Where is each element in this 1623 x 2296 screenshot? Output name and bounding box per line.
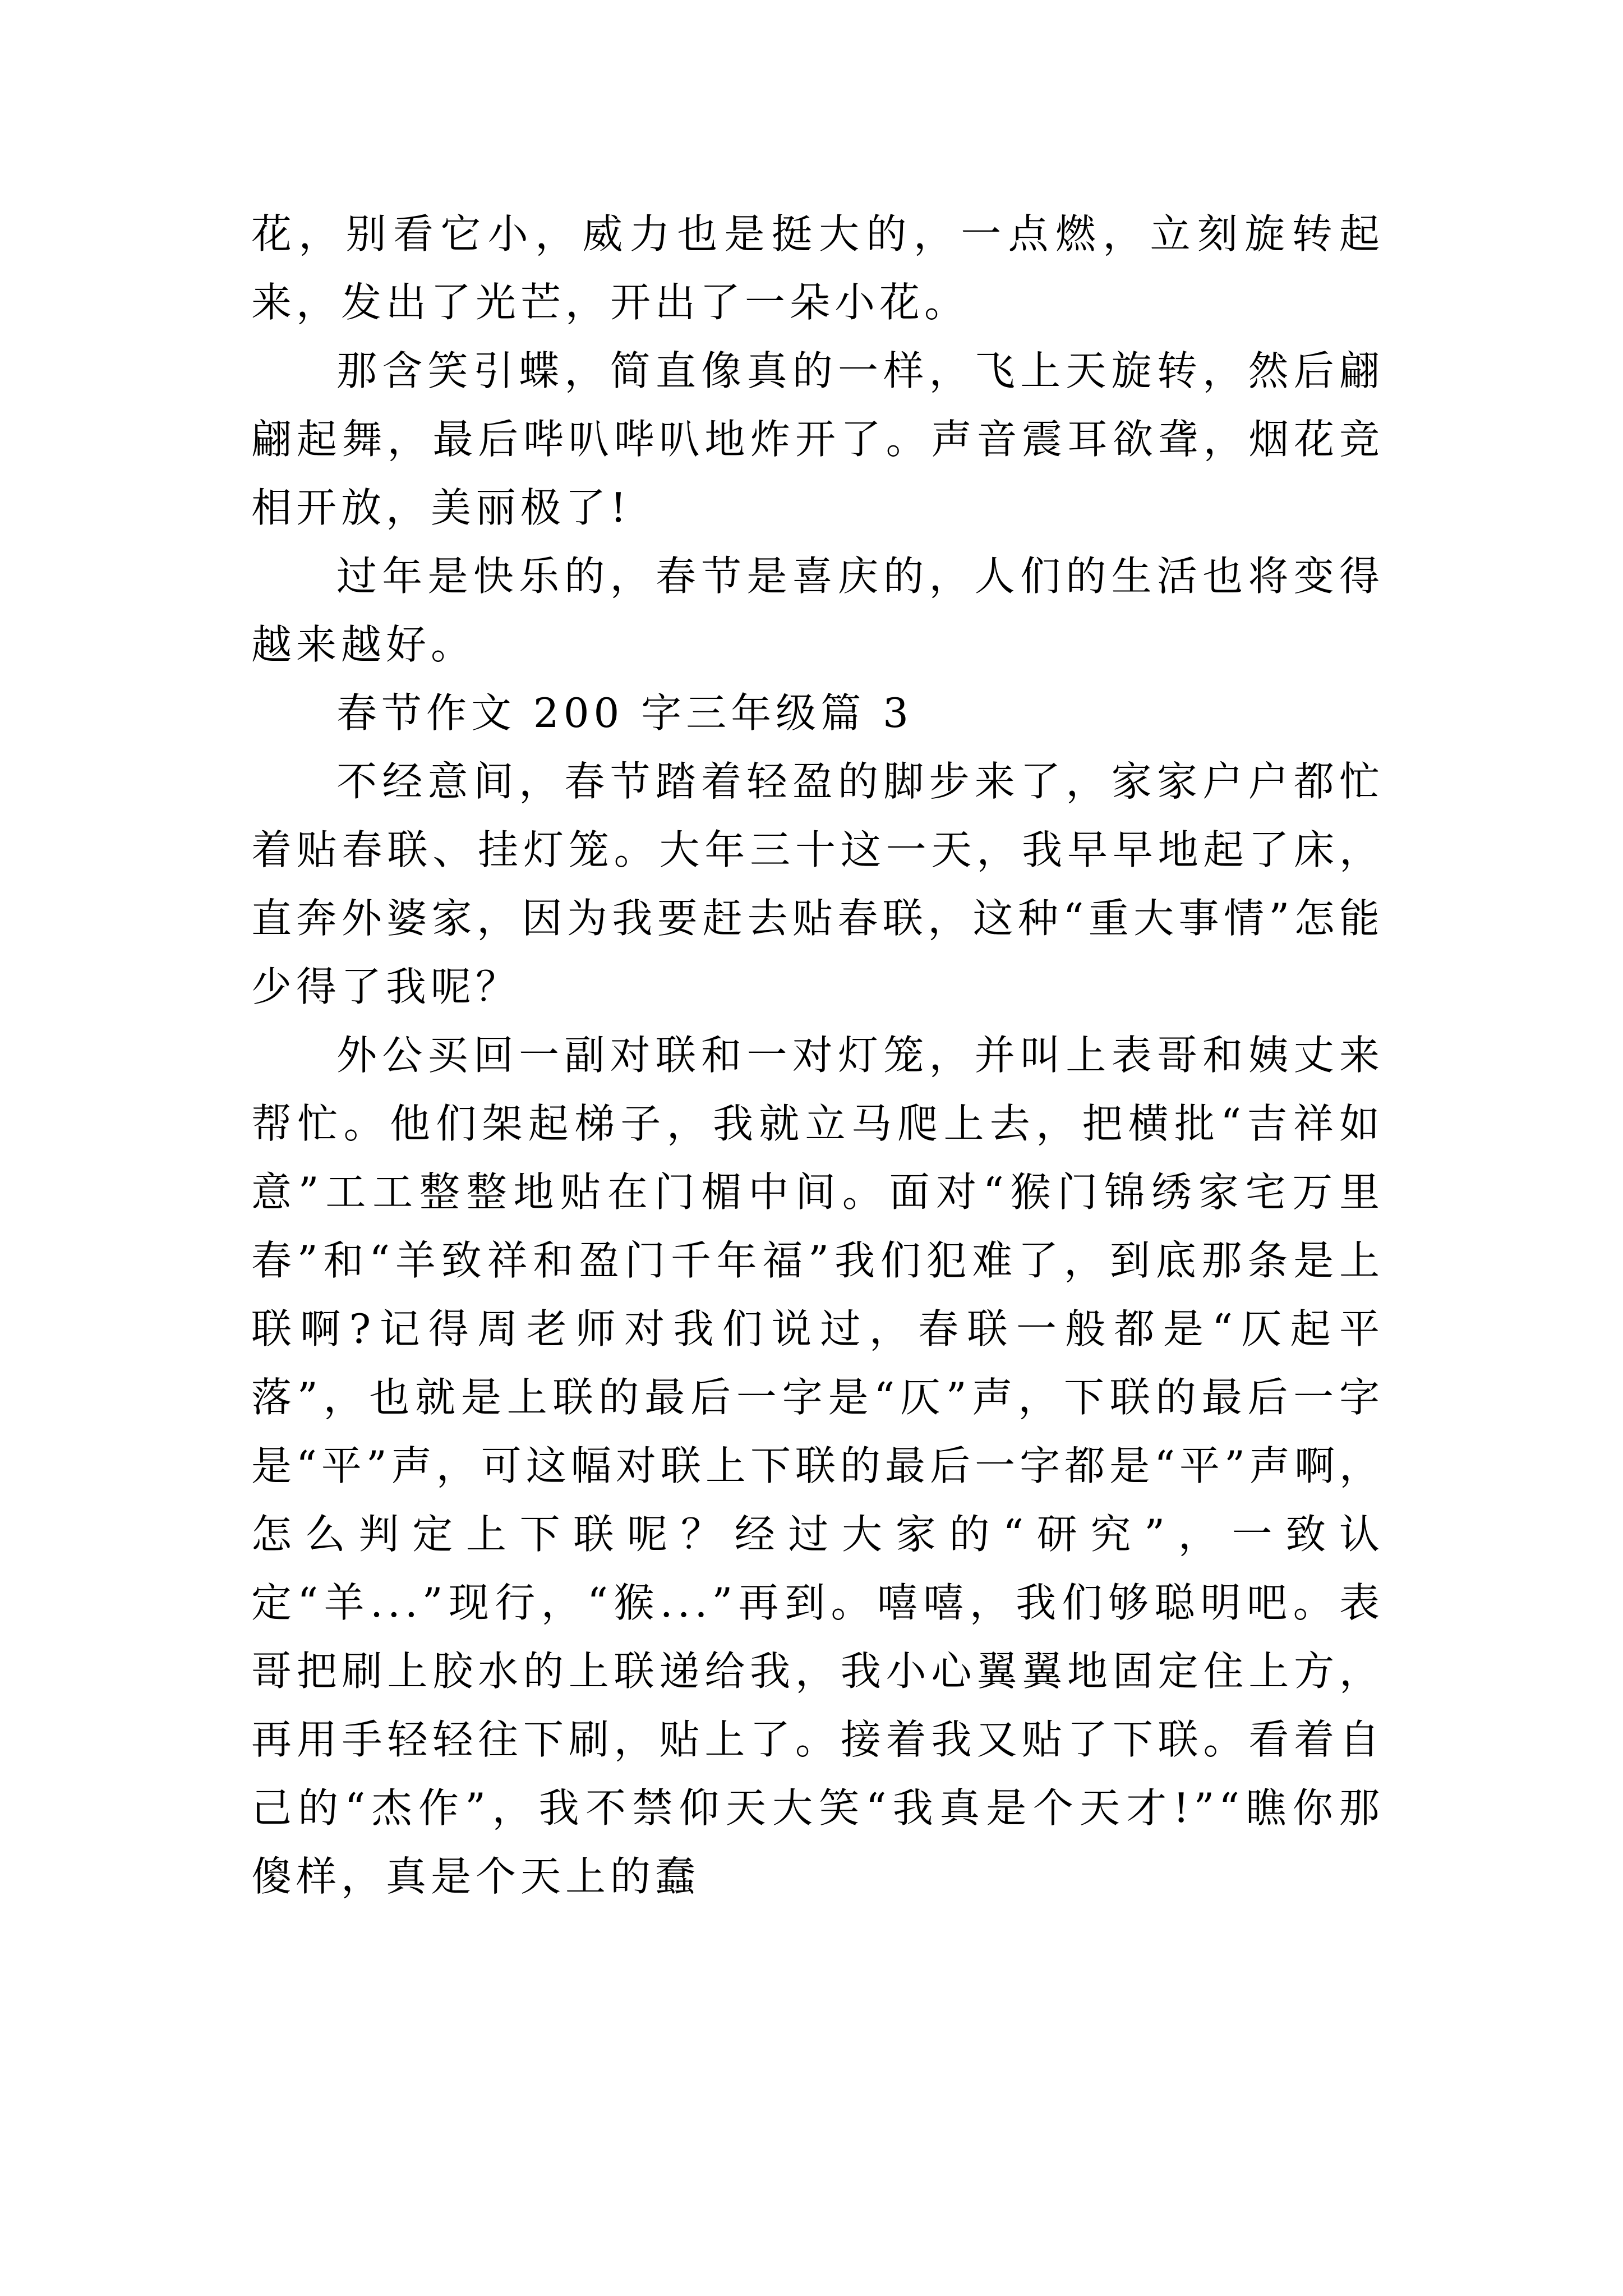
document-body: [251, 200, 1384, 1911]
paragraph-happy-new-year: 过年是快乐的，春节是喜庆的，人们的生活也将变得越来越好。: [251, 553, 1384, 668]
paragraph-fireworks-flower: 花，别看它小，威力也是挺大的，一点燃，立刻旋转起来，发出了光芒，开出了一朵小花。: [251, 210, 1384, 326]
essay-heading: 春节作文 200 字三年级篇 3: [336, 689, 913, 737]
paragraph-spring-festival-arrives: 不经意间，春节踏着轻盈的脚步来了，家家户户都忙着贴春联、挂灯笼。大年三十这一天，我早早地起了床，直奔外婆家，因为我要赶去贴春联，这种“重大事情”怎能少得了我呢？: [251, 758, 1384, 1010]
paragraph-couplets: 外公买回一副对联和一对灯笼，并叫上表哥和姨丈来帮忙。他们架起梯子，我就立马爬上去，把横批“吉祥如意”工工整整地贴在门楣中间。面对“猴门锦绣家宅万里春”和“羊致祥和盈门千年福”我们犯难了，到底那条是上联啊?记得周老师对我们说过，春联一般都是“仄起平落”，也就是上联的最后一字是“仄”声，下联的最后一字是“平”声，可这幅对联上下联的最后一字都是“平”声啊，怎么判定上下联呢？经过大家的“研究”，一致认定“羊...”现行，“猴...”再到。嘻嘻，我们够聪明吧。表哥把刷上胶水的上联递给我，我小心翼翼地固定住上方，再用手轻轻往下刷，贴上了。接着我又贴了下联。看着自己的“杰作”，我不禁仰天大笑“我真是个天才!”“瞧你那傻样，真是个天上的蠢: [251, 1032, 1384, 1900]
paragraph-fireworks-butterfly: 那含笑引蝶，简直像真的一样，飞上天旋转，然后翩翩起舞，最后哔叭哔叭地炸开了。声音震耳欲聋，烟花竞相开放，美丽极了!: [251, 347, 1384, 531]
